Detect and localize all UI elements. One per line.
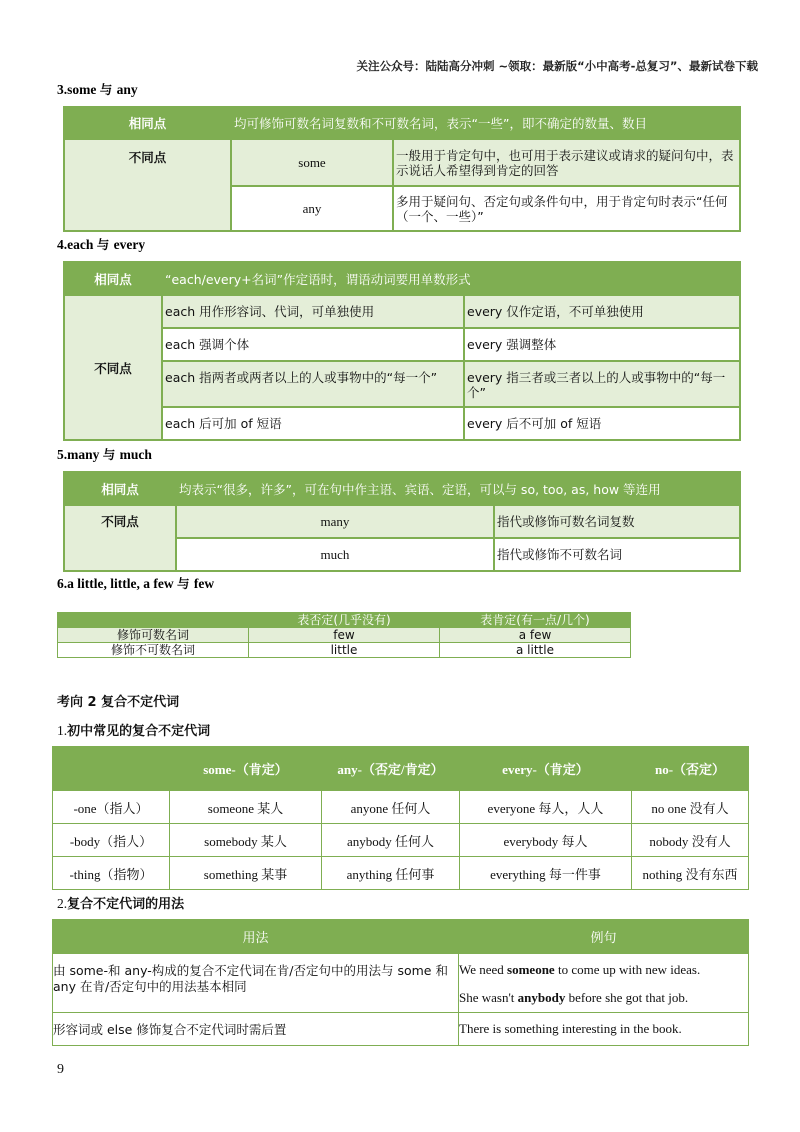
text-part: She wasn't bbox=[459, 990, 518, 1005]
word-any: any bbox=[231, 186, 393, 231]
header-cell: every-（肯定） bbox=[460, 747, 632, 791]
subsection-2-title bbox=[57, 893, 184, 912]
row-label: -thing（指物） bbox=[53, 857, 170, 890]
row-label: 修饰可数名词 bbox=[58, 628, 249, 643]
section-cn: 与 bbox=[99, 82, 117, 97]
section-en: each bbox=[67, 237, 97, 252]
same-text: “each/every+名词”作定语时，谓语动词要用单数形式 bbox=[162, 262, 740, 295]
cell: little bbox=[249, 643, 440, 658]
cell: something 某事 bbox=[170, 857, 322, 890]
header-cell: no-（否定） bbox=[632, 747, 749, 791]
example-sentence bbox=[459, 956, 748, 984]
same-label: 相同点 bbox=[64, 472, 176, 505]
desc-many: 指代或修饰可数名词复数 bbox=[494, 505, 740, 538]
cell: anybody 任何人 bbox=[322, 824, 460, 857]
section-en2: every bbox=[113, 237, 146, 252]
section-en2: few bbox=[193, 576, 215, 591]
cell: a few bbox=[440, 628, 631, 643]
every-cell: every 仅作定语，不可单独使用 bbox=[464, 295, 740, 328]
row-label: 修饰不可数名词 bbox=[58, 643, 249, 658]
cell: someone 某人 bbox=[170, 791, 322, 824]
desc-some: 一般用于肯定句中，也可用于表示建议或请求的疑问句中，表示说话人希望得到肯定的回答 bbox=[393, 139, 740, 186]
cell: somebody 某人 bbox=[170, 824, 322, 857]
each-cell: each 用作形容词、代词，可单独使用 bbox=[162, 295, 464, 328]
example-cell bbox=[459, 954, 749, 1013]
same-label: 相同点 bbox=[64, 262, 162, 295]
section-en: a little, little, a few bbox=[67, 576, 177, 591]
cell: anyone 任何人 bbox=[322, 791, 460, 824]
section-en: many bbox=[67, 447, 103, 462]
cell: nobody 没有人 bbox=[632, 824, 749, 857]
text-part: before she got that job. bbox=[565, 990, 689, 1005]
same-text: 均表示“很多，许多”，可在句中作主语、宾语、定语，可以与 so, too, as, how 等连用 bbox=[176, 472, 740, 505]
every-cell: every 指三者或三者以上的人或事物中的“每一个” bbox=[464, 361, 740, 407]
section-cn: 与 bbox=[96, 237, 114, 252]
cell: anything 任何事 bbox=[322, 857, 460, 890]
subsection-text: 初中常见的复合不定代词 bbox=[67, 724, 211, 739]
header-cell bbox=[53, 747, 170, 791]
text-part: We need bbox=[459, 962, 508, 977]
section-number: 5. bbox=[57, 447, 68, 462]
section-number: 3. bbox=[57, 82, 68, 97]
desc-any: 多用于疑问句、否定句或条件句中，用于肯定句时表示“任何（一个、一些）” bbox=[393, 186, 740, 231]
section-number: 6. bbox=[57, 576, 68, 591]
bold-word: anybody bbox=[517, 990, 566, 1005]
same-label: 相同点 bbox=[64, 107, 231, 139]
section-title-few-little bbox=[57, 574, 214, 592]
text-part: to come up with new ideas. bbox=[554, 962, 701, 977]
section-en: some bbox=[67, 82, 100, 97]
header-cell bbox=[58, 613, 249, 628]
header-cell: 用法 bbox=[53, 920, 459, 954]
subsection-number: 2. bbox=[57, 896, 68, 911]
header-note: 关注公众号：陆陆高分冲刺 ~领取：最新版“小中高考-总复习”、最新试卷下载 bbox=[356, 59, 758, 73]
subsection-text: 复合不定代词的用法 bbox=[67, 897, 185, 912]
bold-word: someone bbox=[507, 962, 555, 977]
kaoxiang-title: 考向 2 复合不定代词 bbox=[57, 695, 180, 710]
each-cell: each 指两者或两者以上的人或事物中的“每一个” bbox=[162, 361, 464, 407]
table-many-much bbox=[63, 471, 741, 572]
header-cell: 表肯定(有一点/几个) bbox=[440, 613, 631, 628]
subsection-number: 1. bbox=[57, 723, 68, 738]
row-label: -one（指人） bbox=[53, 791, 170, 824]
desc-much: 指代或修饰不可数名词 bbox=[494, 538, 740, 571]
page-number: 9 bbox=[57, 1062, 64, 1077]
section-en2: much bbox=[119, 447, 152, 462]
example-cell: There is something interesting in the book. bbox=[459, 1013, 749, 1046]
cell: few bbox=[249, 628, 440, 643]
section-cn: 与 bbox=[102, 447, 120, 462]
section-title-some-any bbox=[57, 80, 138, 98]
table-some-any bbox=[63, 106, 741, 232]
table-usage bbox=[52, 919, 749, 1046]
cell: everybody 每人 bbox=[460, 824, 632, 857]
header-cell: any-（否定/肯定） bbox=[322, 747, 460, 791]
header-cell: some-（肯定） bbox=[170, 747, 322, 791]
usage-cell: 形容词或 else 修饰复合不定代词时需后置 bbox=[53, 1013, 459, 1046]
word-many: many bbox=[176, 505, 494, 538]
table-few-little bbox=[57, 612, 631, 658]
cell: a little bbox=[440, 643, 631, 658]
each-cell: each 强调个体 bbox=[162, 328, 464, 361]
every-cell: every 后不可加 of 短语 bbox=[464, 407, 740, 440]
section-number: 4. bbox=[57, 237, 68, 252]
every-cell: every 强调整体 bbox=[464, 328, 740, 361]
same-text: 均可修饰可数名词复数和不可数名词，表示“一些”，即不确定的数量、数目 bbox=[231, 107, 740, 139]
section-en2: any bbox=[116, 82, 138, 97]
subsection-1-title bbox=[57, 720, 210, 739]
diff-label: 不同点 bbox=[64, 505, 176, 571]
cell: everyone 每人，人人 bbox=[460, 791, 632, 824]
table-compound-pronouns bbox=[52, 746, 749, 890]
cell: no one 没有人 bbox=[632, 791, 749, 824]
row-label: -body（指人） bbox=[53, 824, 170, 857]
section-cn: 与 bbox=[176, 576, 194, 591]
section-title-many-much bbox=[57, 445, 152, 463]
cell: nothing 没有东西 bbox=[632, 857, 749, 890]
cell: everything 每一件事 bbox=[460, 857, 632, 890]
diff-label: 不同点 bbox=[64, 139, 231, 231]
section-title-each-every bbox=[57, 235, 145, 253]
word-much: much bbox=[176, 538, 494, 571]
header-cell: 表否定(几乎没有) bbox=[249, 613, 440, 628]
diff-label: 不同点 bbox=[64, 295, 162, 440]
word-some: some bbox=[231, 139, 393, 186]
example-sentence bbox=[459, 984, 748, 1012]
table-each-every bbox=[63, 261, 741, 441]
each-cell: each 后可加 of 短语 bbox=[162, 407, 464, 440]
usage-cell: 由 some-和 any-构成的复合不定代词在肯/否定句中的用法与 some 和 any 在肯/否定句中的用法基本相同 bbox=[53, 954, 459, 1013]
header-cell: 例句 bbox=[459, 920, 749, 954]
